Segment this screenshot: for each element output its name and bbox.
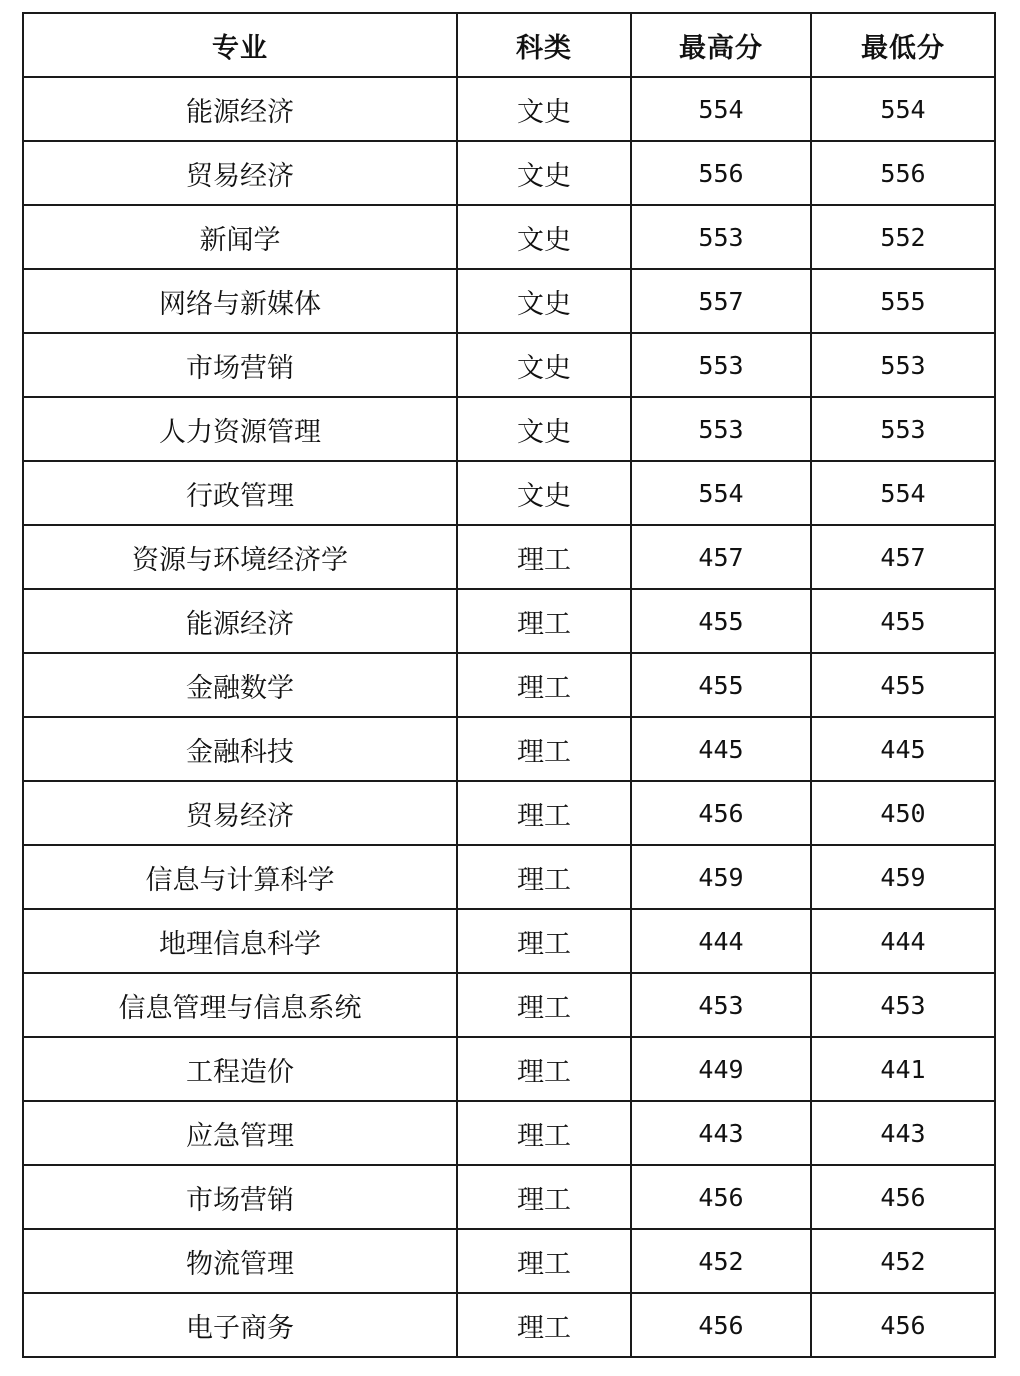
cell-category: 理工 — [457, 1037, 631, 1101]
cell-min-score: 554 — [811, 77, 995, 141]
table-row — [23, 589, 995, 653]
cell-max-score: 449 — [631, 1037, 811, 1101]
cell-max-score: 557 — [631, 269, 811, 333]
table-header — [23, 13, 995, 77]
cell-category: 文史 — [457, 397, 631, 461]
cell-category: 理工 — [457, 1229, 631, 1293]
cell-major: 地理信息科学 — [23, 909, 457, 973]
cell-category: 文史 — [457, 77, 631, 141]
cell-category: 文史 — [457, 269, 631, 333]
cell-major: 应急管理 — [23, 1101, 457, 1165]
cell-min-score: 553 — [811, 397, 995, 461]
cell-major: 市场营销 — [23, 333, 457, 397]
cell-category: 理工 — [457, 589, 631, 653]
table-row — [23, 333, 995, 397]
cell-min-score: 456 — [811, 1293, 995, 1357]
table-row — [23, 1293, 995, 1357]
table-row — [23, 1229, 995, 1293]
cell-category: 理工 — [457, 781, 631, 845]
cell-max-score: 455 — [631, 653, 811, 717]
cell-major: 能源经济 — [23, 589, 457, 653]
cell-max-score: 556 — [631, 141, 811, 205]
cell-category: 理工 — [457, 1165, 631, 1229]
cell-max-score: 554 — [631, 77, 811, 141]
cell-category: 文史 — [457, 141, 631, 205]
cell-max-score: 554 — [631, 461, 811, 525]
table-row — [23, 973, 995, 1037]
cell-major: 人力资源管理 — [23, 397, 457, 461]
cell-max-score: 455 — [631, 589, 811, 653]
cell-min-score: 555 — [811, 269, 995, 333]
cell-min-score: 457 — [811, 525, 995, 589]
cell-major: 信息管理与信息系统 — [23, 973, 457, 1037]
cell-max-score: 453 — [631, 973, 811, 1037]
cell-max-score: 452 — [631, 1229, 811, 1293]
cell-max-score: 456 — [631, 781, 811, 845]
cell-major: 新闻学 — [23, 205, 457, 269]
cell-major: 贸易经济 — [23, 781, 457, 845]
cell-category: 理工 — [457, 973, 631, 1037]
header-category: 科类 — [457, 13, 631, 77]
cell-max-score: 553 — [631, 397, 811, 461]
cell-major: 信息与计算科学 — [23, 845, 457, 909]
cell-max-score: 457 — [631, 525, 811, 589]
cell-category: 文史 — [457, 461, 631, 525]
cell-category: 理工 — [457, 1101, 631, 1165]
cell-major: 贸易经济 — [23, 141, 457, 205]
table-row — [23, 653, 995, 717]
cell-min-score: 459 — [811, 845, 995, 909]
cell-max-score: 553 — [631, 333, 811, 397]
cell-min-score: 455 — [811, 589, 995, 653]
table-row — [23, 461, 995, 525]
table-row — [23, 77, 995, 141]
cell-major: 资源与环境经济学 — [23, 525, 457, 589]
cell-max-score: 443 — [631, 1101, 811, 1165]
table-row — [23, 1101, 995, 1165]
table-row — [23, 141, 995, 205]
cell-major: 金融数学 — [23, 653, 457, 717]
cell-max-score: 459 — [631, 845, 811, 909]
cell-min-score: 443 — [811, 1101, 995, 1165]
cell-category: 理工 — [457, 525, 631, 589]
cell-major: 电子商务 — [23, 1293, 457, 1357]
cell-min-score: 450 — [811, 781, 995, 845]
table-row — [23, 397, 995, 461]
header-max-score: 最高分 — [631, 13, 811, 77]
table-row — [23, 1037, 995, 1101]
cell-major: 网络与新媒体 — [23, 269, 457, 333]
table-row — [23, 1165, 995, 1229]
cell-min-score: 552 — [811, 205, 995, 269]
cell-category: 理工 — [457, 845, 631, 909]
cell-min-score: 453 — [811, 973, 995, 1037]
cell-category: 文史 — [457, 333, 631, 397]
cell-min-score: 441 — [811, 1037, 995, 1101]
cell-min-score: 553 — [811, 333, 995, 397]
header-major: 专业 — [23, 13, 457, 77]
cell-max-score: 553 — [631, 205, 811, 269]
table-row — [23, 525, 995, 589]
header-row — [23, 13, 995, 77]
table-row — [23, 845, 995, 909]
cell-min-score: 456 — [811, 1165, 995, 1229]
score-table — [22, 12, 996, 1358]
table-body — [23, 77, 995, 1357]
table-row — [23, 205, 995, 269]
cell-major: 行政管理 — [23, 461, 457, 525]
cell-max-score: 456 — [631, 1293, 811, 1357]
cell-category: 理工 — [457, 653, 631, 717]
cell-min-score: 554 — [811, 461, 995, 525]
cell-max-score: 445 — [631, 717, 811, 781]
cell-max-score: 456 — [631, 1165, 811, 1229]
cell-major: 物流管理 — [23, 1229, 457, 1293]
cell-major: 能源经济 — [23, 77, 457, 141]
cell-major: 市场营销 — [23, 1165, 457, 1229]
cell-major: 工程造价 — [23, 1037, 457, 1101]
table-row — [23, 909, 995, 973]
header-min-score: 最低分 — [811, 13, 995, 77]
cell-category: 理工 — [457, 717, 631, 781]
cell-max-score: 444 — [631, 909, 811, 973]
table-row — [23, 781, 995, 845]
cell-min-score: 444 — [811, 909, 995, 973]
cell-min-score: 455 — [811, 653, 995, 717]
cell-category: 理工 — [457, 1293, 631, 1357]
cell-min-score: 445 — [811, 717, 995, 781]
cell-category: 理工 — [457, 909, 631, 973]
cell-min-score: 556 — [811, 141, 995, 205]
cell-major: 金融科技 — [23, 717, 457, 781]
cell-category: 文史 — [457, 205, 631, 269]
table-row — [23, 269, 995, 333]
cell-min-score: 452 — [811, 1229, 995, 1293]
table-row — [23, 717, 995, 781]
